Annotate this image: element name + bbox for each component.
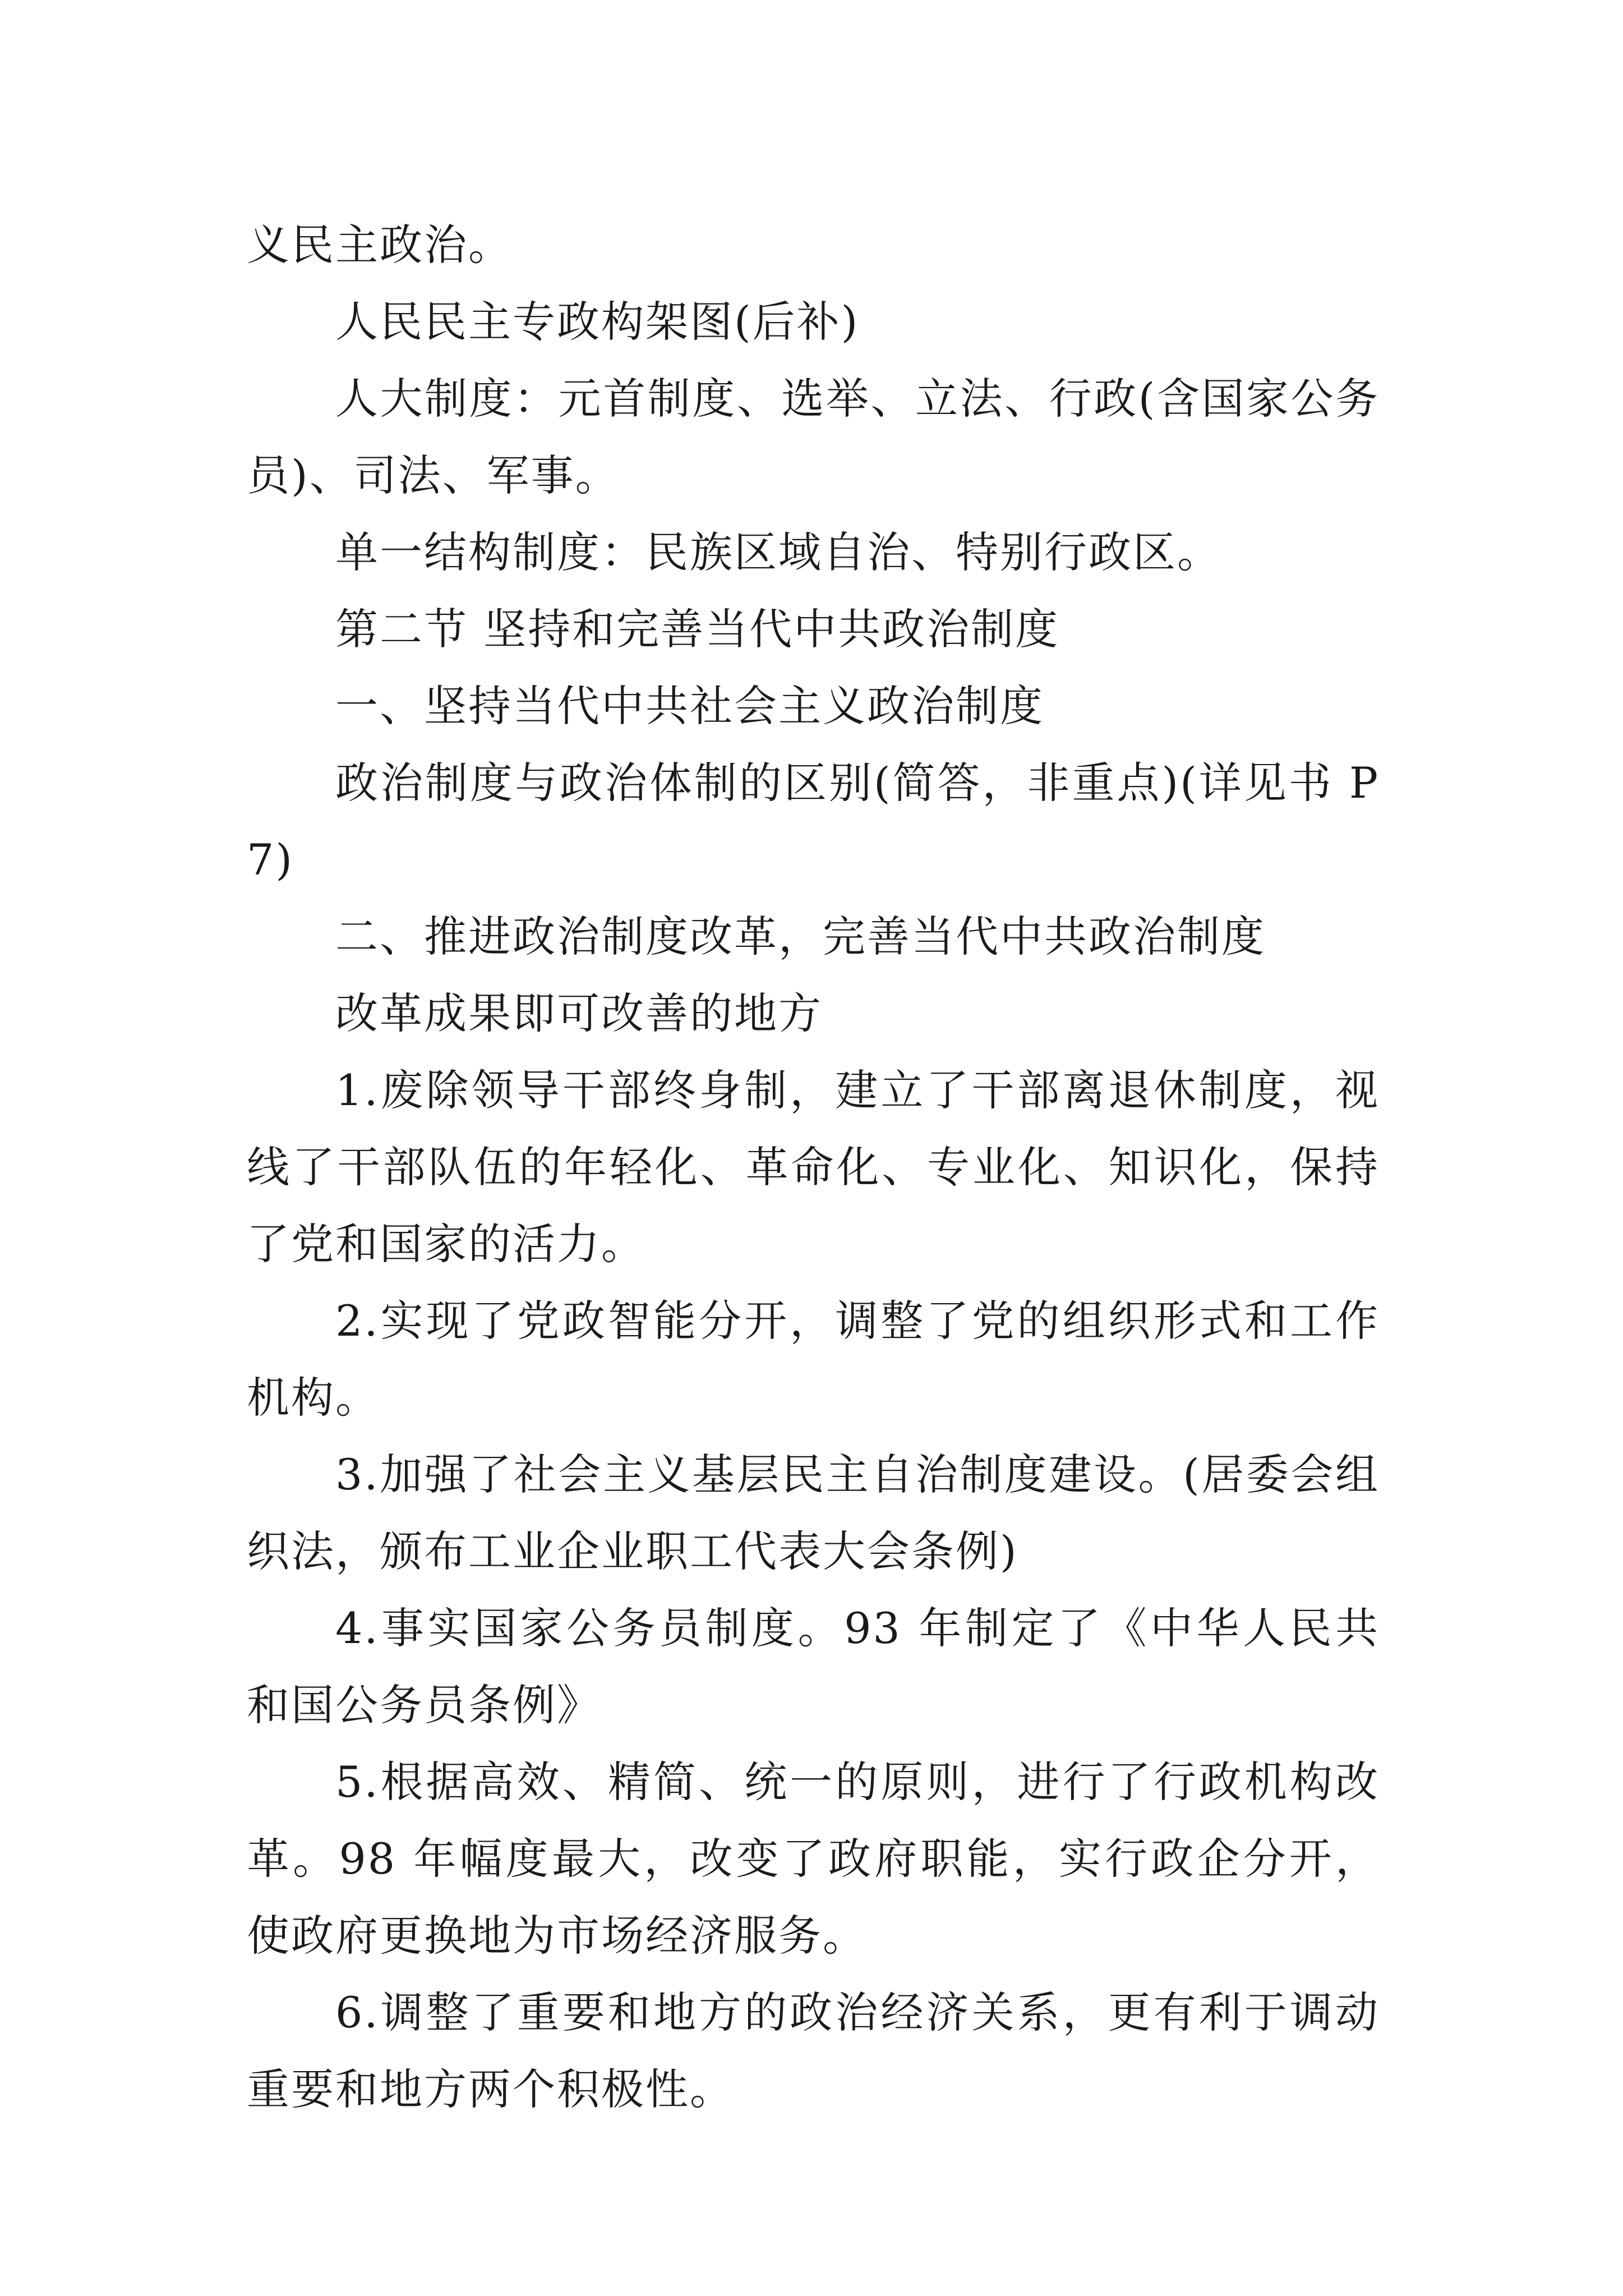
subsection-heading: 一、坚持当代中共社会主义政治制度 <box>335 681 1044 731</box>
list-item: 6.调整了重要和地方的政治经济关系，更有利于调动重要和地方两个积极性。 <box>247 1987 1380 2114</box>
subsection-heading: 二、推进政治制度改革，完善当代中共政治制度 <box>335 912 1266 961</box>
list-item: 3.加强了社会主义基层民主自治制度建设。(居委会组织法，颁布工业企业职工代表大会条例) <box>247 1450 1380 1576</box>
section-heading: 第二节 坚持和完善当代中共政治制度 <box>335 604 1060 654</box>
paragraph: 义民主政治。 <box>247 220 513 270</box>
list-item: 1.废除领导干部终身制，建立了干部离退休制度，视线了干部队伍的年轻化、革命化、专业化、知识化，保持了党和国家的活力。 <box>247 1065 1380 1269</box>
list-item: 2.实现了党政智能分开，调整了党的组织形式和工作机构。 <box>247 1296 1380 1423</box>
list-item: 5.根据高效、精简、统一的原则，进行了行政机构改革。98 年幅度最大，改变了政府职能，实行政企分开，使政府更换地为市场经济服务。 <box>247 1757 1380 1961</box>
paragraph: 改革成果即可改善的地方 <box>335 988 823 1038</box>
document-body <box>247 206 1380 2128</box>
paragraph: 单一结构制度：民族区域自治、特别行政区。 <box>335 527 1221 577</box>
paragraph: 政治制度与政治体制的区别(简答，非重点)(详见书 P7) <box>247 758 1380 885</box>
paragraph: 人民民主专政构架图(后补) <box>335 297 860 347</box>
paragraph: 人大制度：元首制度、选举、立法、行政(含国家公务员)、司法、军事。 <box>247 374 1380 500</box>
list-item: 4.事实国家公务员制度。93 年制定了《中华人民共和国公务员条例》 <box>247 1603 1380 1730</box>
